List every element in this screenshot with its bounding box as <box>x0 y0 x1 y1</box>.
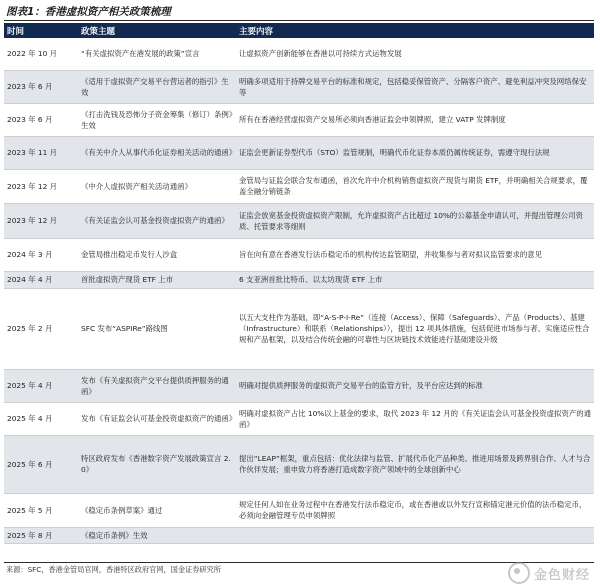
cell-topic: 发布《有关虚拟资产交平台提供质押服务的通函》 <box>78 369 236 402</box>
policy-table <box>4 23 594 544</box>
watermark-text: 金色财经 <box>533 567 590 583</box>
cell-time: 2023 年 6 月 <box>4 103 78 136</box>
cell-time: 2023 年 6 月 <box>4 70 78 103</box>
table-row <box>4 402 594 435</box>
cell-time: 2025 年 2 月 <box>4 288 78 369</box>
cell-content: 所有在香港经营虚拟资产交易所必须向香港证监会申领牌照，建立 VATP 发牌制度 <box>236 103 594 136</box>
source-note: 来源：SFC，香港金管局官网，香港特区政府官网，国金证券研究所 <box>6 565 221 574</box>
cell-content: 明确对虚拟资产占比 10%以上基金的要求，取代 2023 年 12 月的《有关证监会认可基金投资虚拟资产的通函》 <box>236 402 594 435</box>
cell-topic: 首批虚拟资产现货 ETF 上市 <box>78 271 236 288</box>
watermark <box>508 562 590 584</box>
table-row <box>4 169 594 203</box>
coin-logo-icon <box>508 562 530 584</box>
cell-topic: 特区政府发布《香港数字资产发展政策宣言 2.0》 <box>78 435 236 493</box>
cell-content: 旨在向有意在香港发行法币稳定币的机构传达监管期望，并收集参与者对拟议监管要求的意见 <box>236 238 594 271</box>
cell-content: 证监会放宽基金投资虚拟资产限制，允许虚拟资产占比超过 10%的公募基金申请认可，并提出管理公司资质、托管要求等细则 <box>236 203 594 238</box>
table-row <box>4 435 594 493</box>
table-row <box>4 527 594 543</box>
title-divider <box>4 20 594 21</box>
cell-content: 明确对提供质押服务的虚拟资产交易平台的监管方针，及平台应达到的标准 <box>236 369 594 402</box>
cell-time: 2025 年 4 月 <box>4 369 78 402</box>
cell-time: 2023 年 12 月 <box>4 203 78 238</box>
cell-topic: 《中介人虚拟资产相关活动通函》 <box>78 169 236 203</box>
cell-topic: 《稳定币条例》生效 <box>78 527 236 543</box>
cell-time: 2024 年 4 月 <box>4 271 78 288</box>
cell-time: 2025 年 6 月 <box>4 435 78 493</box>
table-row <box>4 288 594 369</box>
cell-topic: 《打击洗钱及恐怖分子资金筹集（修订）条例》生效 <box>78 103 236 136</box>
cell-content: 提出“LEAP”框架，重点包括：优化法律与监管、扩展代币化产品种类、推进用场景及跨界别合作、人才与合作伙伴发展；重申致力将香港打造成数字资产领域中的全球创新中心 <box>236 435 594 493</box>
cell-topic: 金管局推出稳定币发行人沙盒 <box>78 238 236 271</box>
cell-content: 让虚拟资产创新能够在香港以可持续方式运物发展 <box>236 38 594 70</box>
table-row <box>4 38 594 70</box>
cell-content <box>236 527 594 543</box>
table-header-row <box>4 23 594 38</box>
table-row <box>4 369 594 402</box>
cell-topic: 《有关证监会认可基金投资虚拟资产的通函》 <box>78 203 236 238</box>
header-content: 主要内容 <box>236 23 594 38</box>
table-row <box>4 103 594 136</box>
cell-topic: 《稳定币条例草案》通过 <box>78 493 236 527</box>
header-topic: 政策主题 <box>78 23 236 38</box>
table-row <box>4 493 594 527</box>
figure-title: 图表1：香港虚拟资产相关政策梳理 <box>6 6 171 18</box>
cell-content: 金管局与证监会联合发布通函，首次允许中介机构销售虚拟资产现货与期货 ETF，并明确相关合规要求，覆盖全融分销链条 <box>236 169 594 203</box>
cell-time: 2023 年 11 月 <box>4 136 78 169</box>
table-bottom-rule <box>4 562 594 563</box>
cell-topic: SFC 发布“ASPIRe”路线图 <box>78 288 236 369</box>
cell-time: 2023 年 12 月 <box>4 169 78 203</box>
cell-topic: 《适用于虚拟资产交易平台营运者的指引》生效 <box>78 70 236 103</box>
cell-time: 2025 年 4 月 <box>4 402 78 435</box>
cell-content: 规定任何人如在业务过程中在香港发行法币稳定币，或在香港或以外发行宣称锚定港元价值的法币稳定币，必须向金融管理专员申领牌照 <box>236 493 594 527</box>
cell-time: 2025 年 5 月 <box>4 493 78 527</box>
cell-topic: “有关虚拟资产在港发展的政策”宣言 <box>78 38 236 70</box>
cell-content: 明确多项适用于持牌交易平台的标准和规定，包括稳妥保管资产、分隔客户资产、避免利益冲突及网络保安等 <box>236 70 594 103</box>
cell-time: 2025 年 8 月 <box>4 527 78 543</box>
header-time: 时间 <box>4 23 78 38</box>
table-row <box>4 70 594 103</box>
cell-time: 2024 年 3 月 <box>4 238 78 271</box>
cell-content: 证监会更新证券型代币（STO）监管规制，明确代币化证券本质仍属传统证券，需遵守现行法规 <box>236 136 594 169</box>
cell-content: 以五大支柱作为基础，即“A-S-P-I-Re”（连接（Access）、保障（Safeguards）、产品（Products）、基建（Infrastructure）和联系（Relationships）），提出 12 项具体措施，包括促进市场参与者、实施适应性合规和产品框架，以及结合传统金融的可靠性与区块链技术效能进行基础建设升级 <box>236 288 594 369</box>
table-row <box>4 203 594 238</box>
cell-time: 2022 年 10 月 <box>4 38 78 70</box>
cell-topic: 《有关中介人从事代币化证券相关活动的通函》 <box>78 136 236 169</box>
cell-topic: 发布《有证监会认可基金投资虚拟资产的通函》 <box>78 402 236 435</box>
table-row <box>4 271 594 288</box>
cell-content: 6 支亚洲首批比特币、以太坊现货 ETF 上市 <box>236 271 594 288</box>
table-row <box>4 136 594 169</box>
table-row <box>4 238 594 271</box>
